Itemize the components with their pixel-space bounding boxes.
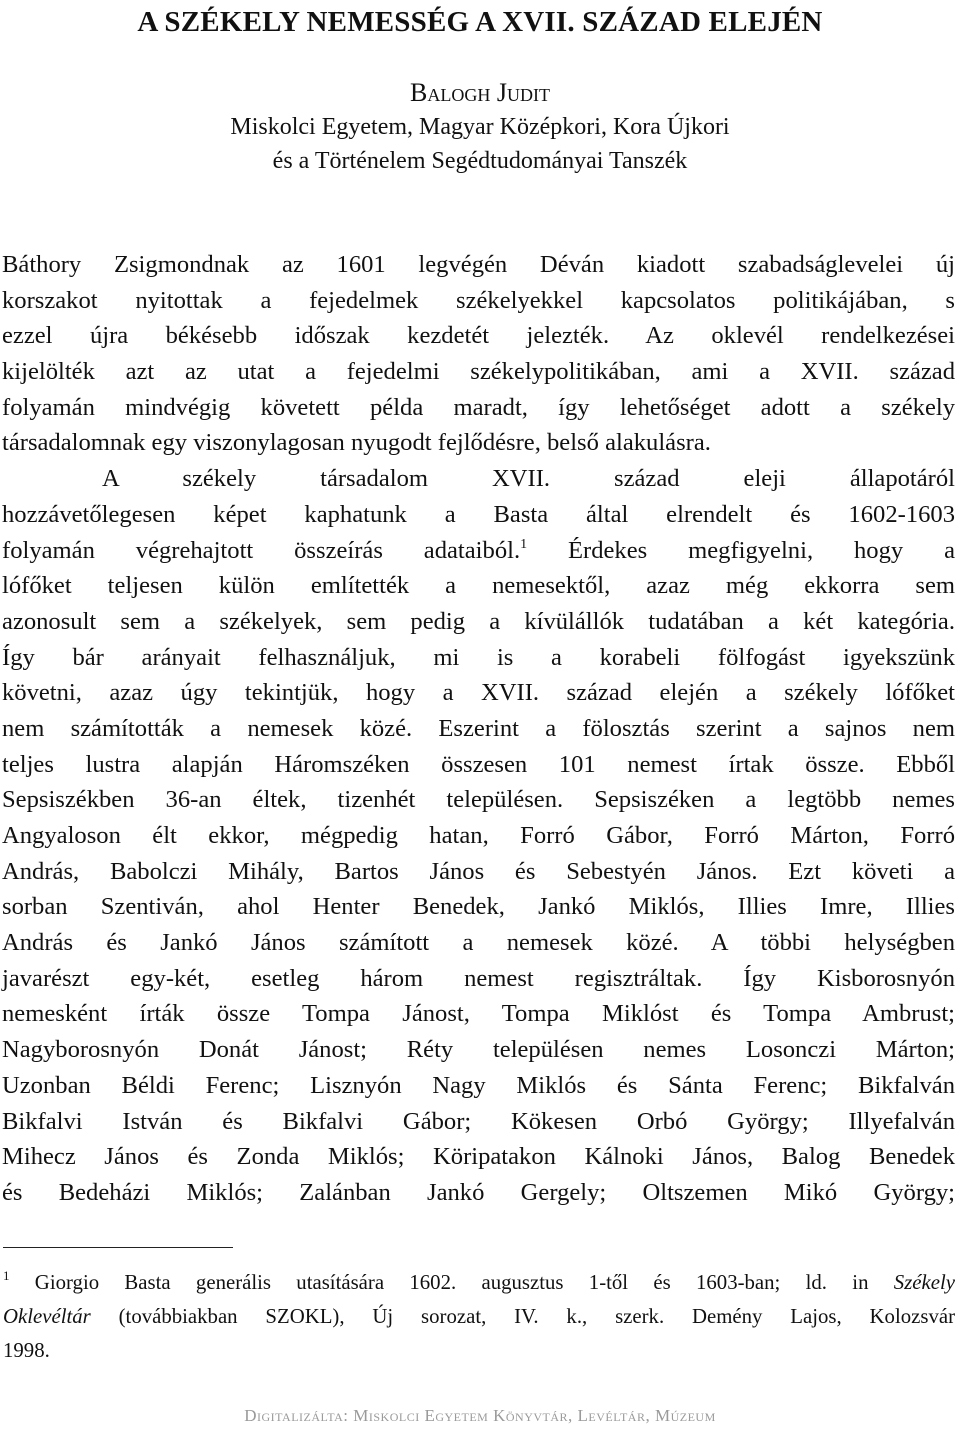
text-line: Uzonban Béldi Ferenc; Lisznyón Nagy Miklós és Sánta Ferenc; Bikfalván xyxy=(2,1071,955,1099)
text-line: folyamán mindvégig követett példa maradt, így lehetőséget adott a székely xyxy=(2,393,955,421)
footnote-line: 1998. xyxy=(3,1339,50,1362)
text-line: András és Jankó János számított a nemesek közé. A többi helységben xyxy=(2,929,955,957)
text-segment: Érdekes megfigyelni, hogy a xyxy=(527,536,955,564)
text-line: Báthory Zsigmondnak az 1601 legvégén Déván kiadott szabadságlevelei új xyxy=(2,251,955,278)
text-line: nem számították a nemesek közé. Eszerint a fölosztás szerint a sajnos nem xyxy=(2,714,955,742)
body-text xyxy=(2,247,955,1211)
text-line: Sepsiszékben 36-an éltek, tizenhét településen. Sepsiszéken a legtöbb nemes xyxy=(2,786,955,814)
footnote-number: 1 xyxy=(3,1268,10,1283)
text-line: Így bár arányait felhasználjuk, mi is a korabeli fölfogást igyekszünk xyxy=(2,643,955,671)
text-line: teljes lustra alapján Háromszéken összesen 101 nemest írtak össze. Ebből xyxy=(2,750,955,778)
text-line: Bikfalvi István és Bikfalvi Gábor; Kökesen Orbó György; Illyefalván xyxy=(2,1107,955,1135)
author-name: Balogh Judit xyxy=(410,78,550,107)
text-line: javarészt egy-két, esetleg három nemest regisztráltak. Így Kisborosnyón xyxy=(2,964,955,992)
footnote-reference: 1 xyxy=(520,536,528,552)
text-line xyxy=(2,533,955,569)
affiliation-line: és a Történelem Segédtudományai Tanszék xyxy=(272,148,688,174)
text-line: sorban Szentiván, ahol Henter Benedek, Jankó Miklós, Illies Imre, Illies xyxy=(2,893,955,921)
footnote-line xyxy=(3,1266,955,1300)
text-line: ezzel újra békésebb időszak kezdetét jelezték. Az oklevél rendelkezései xyxy=(2,322,955,350)
footnote-divider xyxy=(3,1247,233,1248)
text-line: hozzávetőlegesen képet kaphatunk a Basta által elrendelt és 1602-1603 xyxy=(2,500,955,528)
italic-title: Oklevéltár xyxy=(3,1305,91,1328)
text-line: lófőket teljesen külön említették a nemesektől, azaz még ekkorra sem xyxy=(2,572,955,600)
text-line: kijelölték azt az utat a fejedelmi székelypolitikában, ami a XVII. század xyxy=(2,358,955,386)
text-line: társadalomnak egy viszonylagosan nyugodt fejlődésre, belső alakulásra. xyxy=(2,429,711,457)
italic-title: Székely xyxy=(893,1271,955,1294)
text-segment: folyamán végrehajtott összeírás adataiból. xyxy=(2,536,521,564)
text-line: Angyaloson élt ekkor, mégpedig hatan, Forró Gábor, Forró Márton, Forró xyxy=(2,822,955,849)
text-line: Mihecz János és Zonda Miklós; Köripatakon Kálnoki János, Balog Benedek xyxy=(2,1143,955,1171)
text-line: azonosult sem a székelyek, sem pedig a kívülállók tudatában a két kategória. xyxy=(2,607,955,635)
digitization-footer: Digitalizálta: Miskolci Egyetem Könyvtár, Levéltár, Múzeum xyxy=(244,1406,716,1425)
text-segment: Giorgio Basta generális utasítására 1602. augusztus 1-től és 1603-ban; ld. in xyxy=(9,1271,894,1294)
text-line: András, Babolczi Mihály, Bartos János és Sebestyén János. Ezt követi a xyxy=(2,857,955,885)
text-line: korszakot nyitottak a fejedelmek székelyekkel kapcsolatos politikájában, s xyxy=(2,286,955,314)
affiliation-line: Miskolci Egyetem, Magyar Középkori, Kora Újkori xyxy=(230,114,730,140)
text-segment: (továbbiakban SZOKL), Új sorozat, IV. k., szerk. Demény Lajos, Kolozsvár xyxy=(90,1305,955,1328)
text-line: nemesként írták össze Tompa Jánost, Tompa Miklóst és Tompa Ambrust; xyxy=(2,1000,955,1028)
footnote xyxy=(3,1266,955,1368)
page-title: A SZÉKELY NEMESSÉG A XVII. SZÁZAD ELEJÉN xyxy=(137,6,823,38)
author-block xyxy=(0,76,960,178)
footnote-line xyxy=(3,1300,955,1334)
text-line: követni, azaz úgy tekintjük, hogy a XVII. század elején a székely lófőket xyxy=(2,679,955,707)
text-line: Nagyborosnyón Donát Jánost; Réty településen nemes Losonczi Márton; xyxy=(2,1036,955,1064)
text-line: és Bedeházi Miklós; Zalánban Jankó Gergely; Oltszemen Mikó György; xyxy=(2,1178,955,1206)
text-line: A székely társadalom XVII. század eleji állapotáról xyxy=(102,465,955,493)
